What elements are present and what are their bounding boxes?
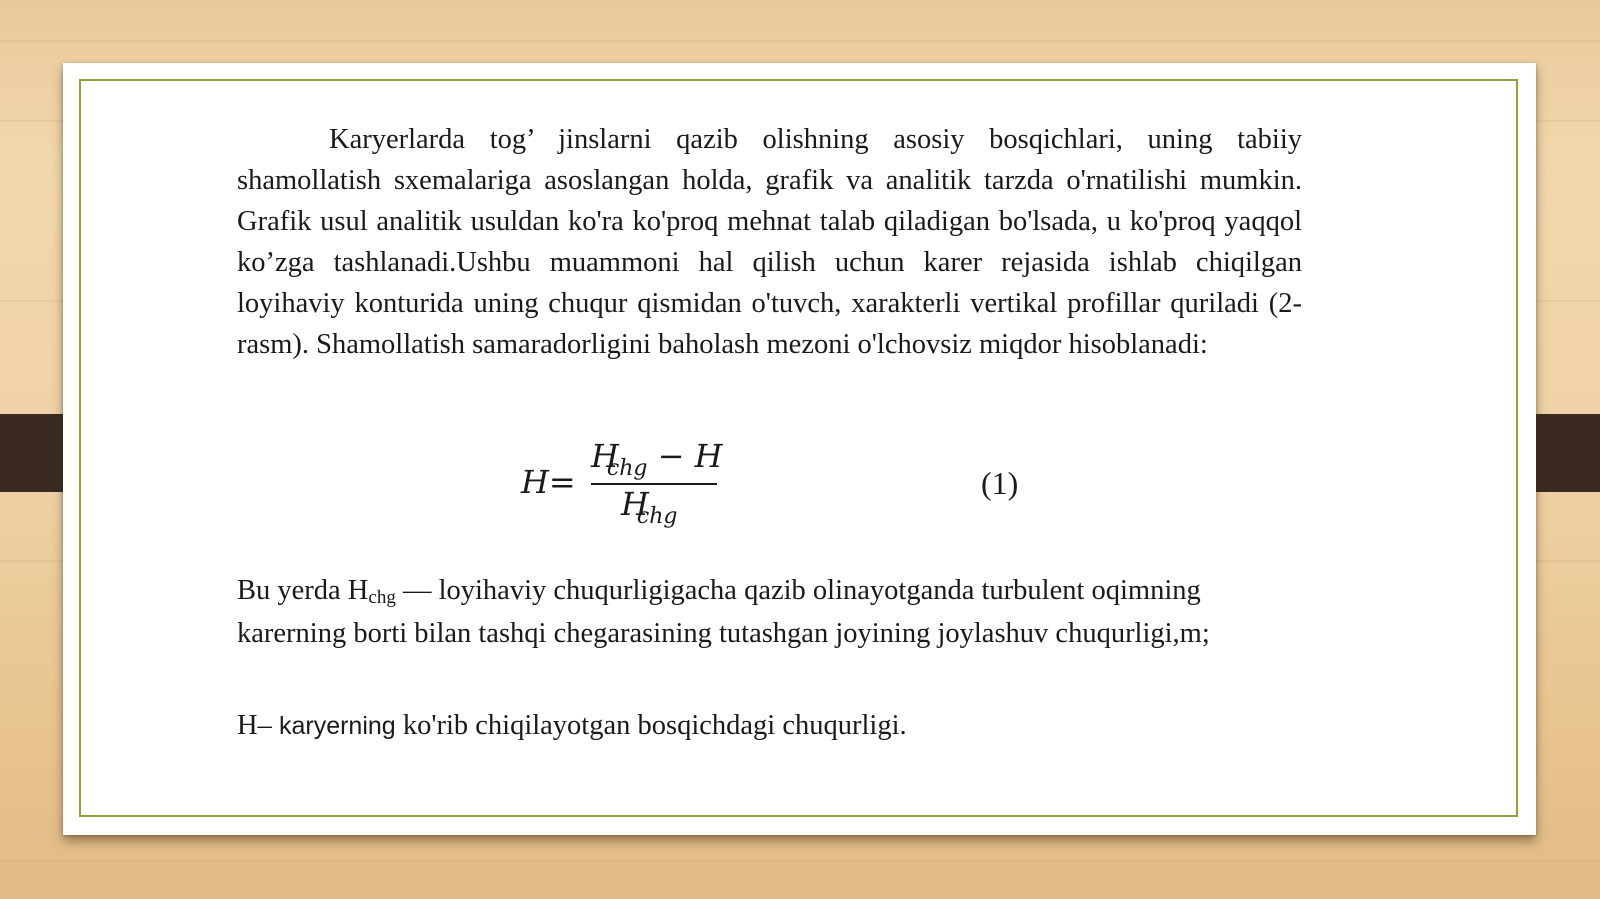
equation [521,437,821,537]
equation-lhs: H= [521,463,576,501]
wood-grain [0,40,1600,42]
definition-hchg-subscript: chg [368,587,396,608]
slide-card [63,63,1536,835]
denominator-subscript: chg [636,504,678,529]
wood-grain [0,860,1600,862]
body-paragraph: Karyerlarda tog’ jinslarni qazib olishning asosiy bosqichlari, uning tabiiy shamollatish sxemalariga asoslangan holda, grafik va analitik tarzda o'rnatilishi mumkin. Grafik usul analitik usuldan ko'ra ko'proq mehnat talab qiladigan bo'lsada, u ko'proq yaqqol ko’zga tashlanadi.Ushbu muammoni hal qilish uchun karer rejasida ishlab chiqilgan loyihaviy konturida uning chuqur qismidan o'tuvch, xarakterli vertikal profillar quriladi (2-rasm). Shamollatish samaradorligini baholash mezoni o'lchovsiz miqdor hisoblanadi: [237,124,1302,360]
definition-h-prefix: H– [237,710,279,741]
equation-number: (1) [981,465,1019,501]
denominator-variable: H [621,485,649,523]
definition-hchg-prefix: Bu yerda H [237,575,369,606]
equation-numerator [591,437,723,481]
definition-hchg-text: — loyihaviy chuqurligigacha qazib olinayotganda turbulent oqimning karerning borti bilan tashqi chegarasining tutashgan joyining joylashuv chuqurligi,m; [237,575,1210,649]
equation-denominator [621,485,678,529]
definition-h-term: karyerning [278,712,396,740]
definition-hchg [237,573,1307,652]
definition-h [237,708,907,744]
numerator-subscript: chg [606,456,648,481]
definition-h-text: ko'rib chiqilayotgan bosqichdagi chuqurligi. [395,710,907,741]
numerator-variable: H [591,437,619,475]
numerator-rest: − H [647,437,723,475]
